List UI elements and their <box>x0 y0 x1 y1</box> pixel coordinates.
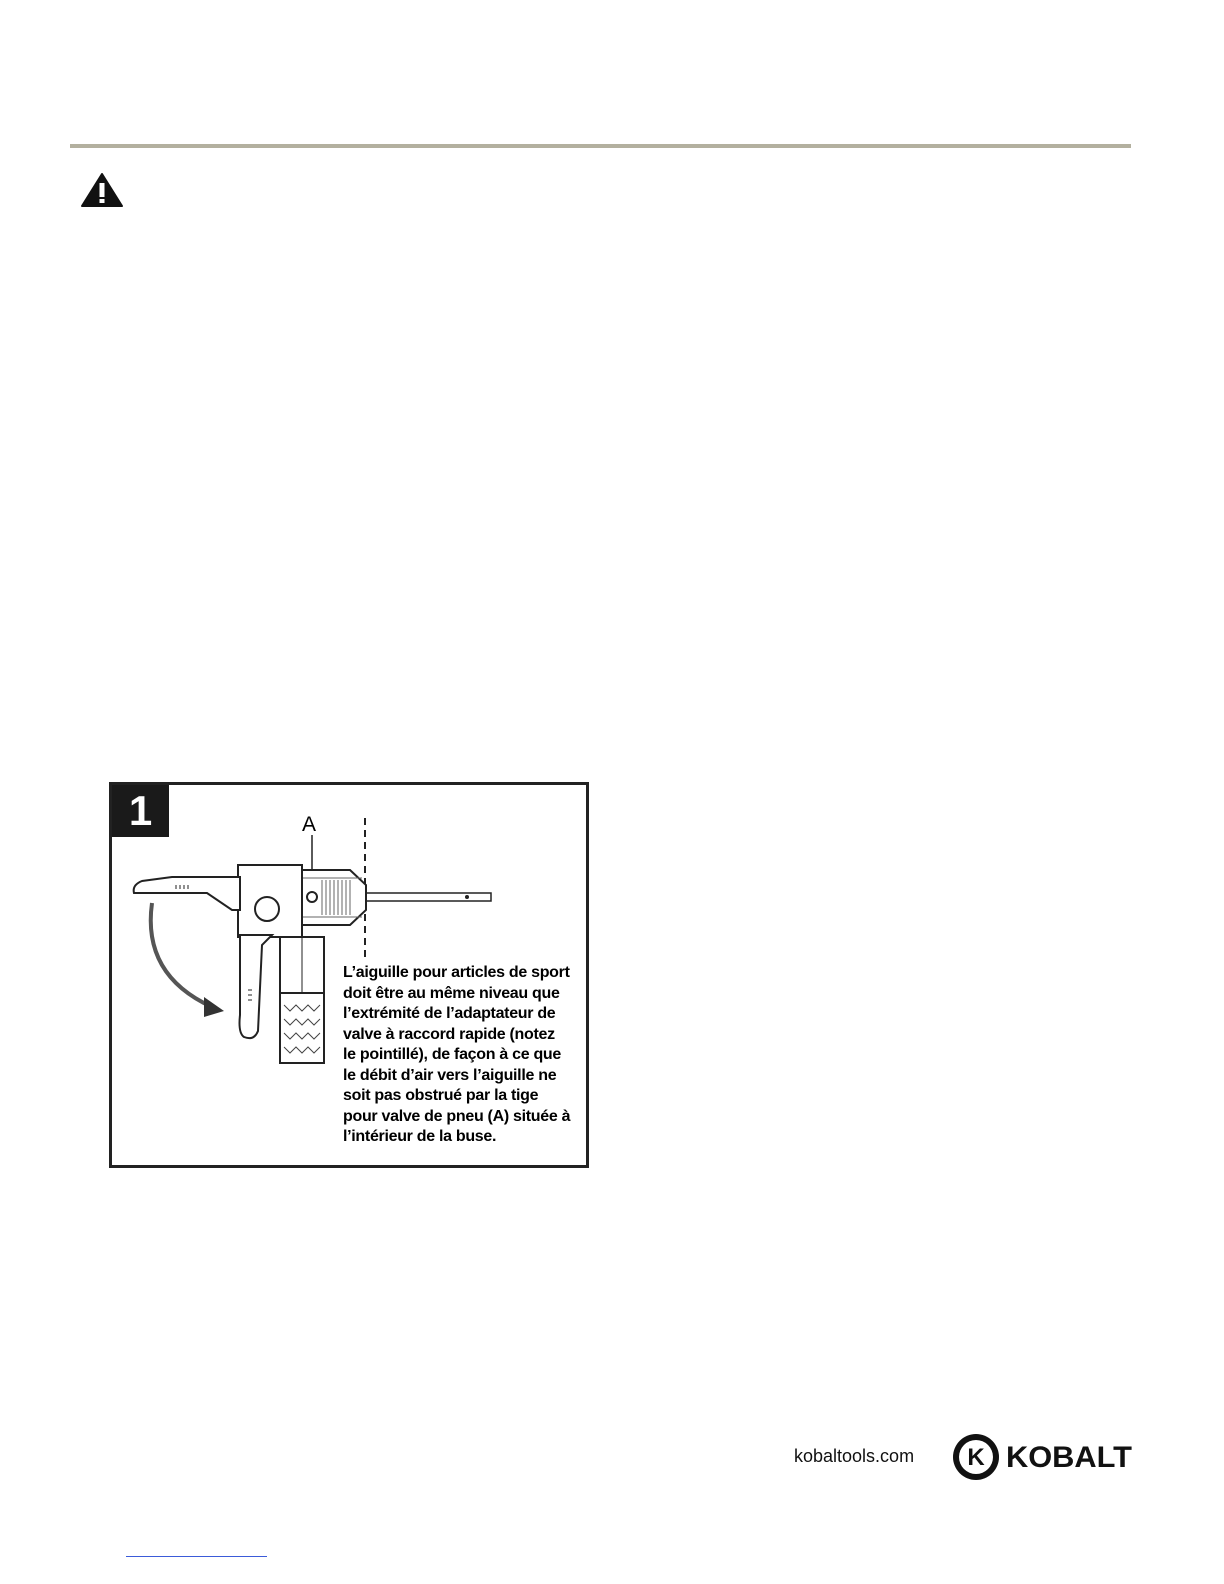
step-number-badge: 1 <box>112 785 169 837</box>
header-rule <box>70 144 1131 148</box>
svg-text:K: K <box>967 1444 985 1471</box>
curved-arrow-icon <box>151 903 224 1017</box>
callout-label-a: A <box>302 813 317 836</box>
page-link-underline[interactable] <box>126 1556 267 1557</box>
kobalt-logo <box>950 1431 1136 1483</box>
figure-1 <box>109 782 589 1168</box>
warning-triangle-icon <box>80 172 124 208</box>
svg-text:KOBALT: KOBALT <box>1006 1441 1132 1474</box>
footer-website-link[interactable]: kobaltools.com <box>794 1446 915 1466</box>
figure-caption: L’aiguille pour articles de sport doit être au même niveau que l’extrémité de l’adaptateur de valve à raccord rapide (notez le pointillé), de façon à ce que le débit d’air vers l’aiguille ne soit pas obstrué par la tige pour valve de pneu (A) située à l’intérieur de la buse. <box>343 964 571 1145</box>
